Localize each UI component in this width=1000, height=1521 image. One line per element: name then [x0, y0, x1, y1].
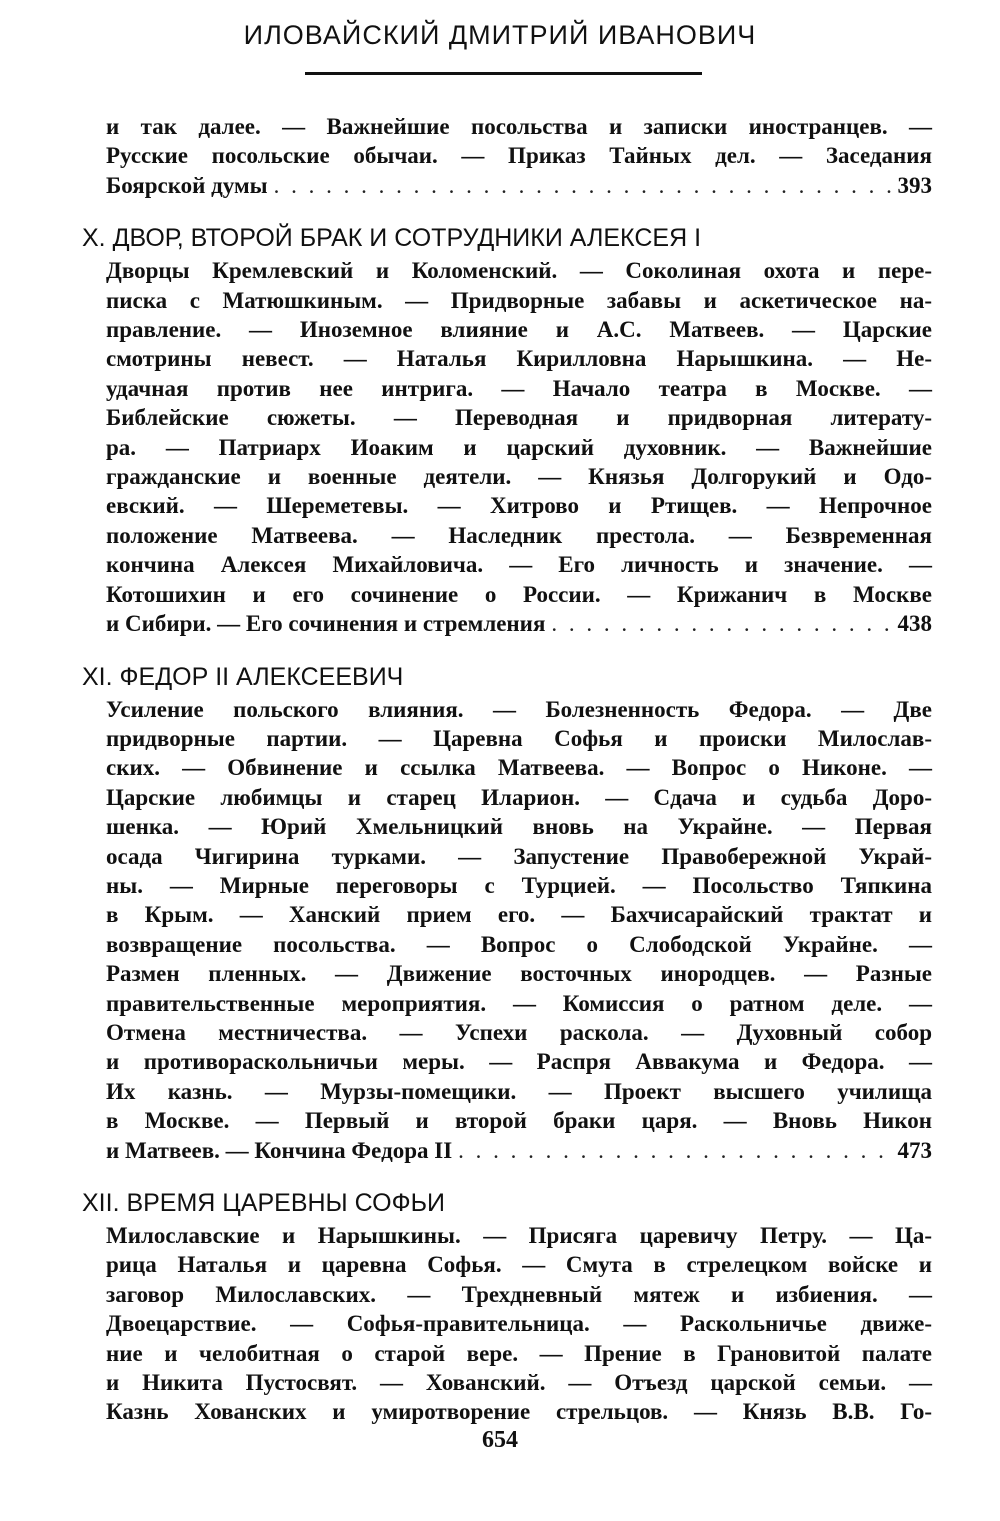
toc-entry — [82, 112, 932, 200]
summary-line: осада Чигирина турками. — Запустение Правобережной Украй- — [106, 843, 932, 869]
summary-line: заговор Милославских. — Трехдневный мятеж и избиения. — — [106, 1281, 932, 1307]
dot-leader — [458, 1136, 891, 1165]
summary-line: возвращение посольства. — Вопрос о Слободской Украйне. — — [106, 931, 932, 957]
summary-line: правление. — Иноземное влияние и А.С. Матвеев. — Царские — [106, 317, 932, 343]
summary-line: и Сибири. — Его сочинения и стремления — [106, 611, 546, 637]
summary-line: Их казнь. — Мурзы-помещики. — Проект высшего училища — [106, 1078, 932, 1104]
header-rule — [305, 72, 702, 75]
chapter-summary — [82, 695, 932, 1166]
table-of-contents — [82, 112, 932, 1449]
summary-line: ра. — Патриарх Иоаким и царский духовник. — Важнейшие — [106, 434, 932, 460]
page-reference[interactable]: 473 — [897, 1137, 932, 1163]
summary-line: Двоецарствие. — Софья-правительница. — Раскольничье движе- — [106, 1311, 932, 1337]
summary-line: Котошихин и его сочинение о России. — Крижанич в Москве — [106, 581, 932, 607]
summary-line: кончина Алексея Михайловича. — Его личность и значение. — — [106, 552, 932, 578]
summary-line: Дворцы Кремлевский и Коломенский. — Соколиная охота и пере- — [106, 258, 932, 284]
dot-leader — [551, 609, 891, 638]
summary-line: шенка. — Юрий Хмельницкий вновь на Украйне. — Первая — [106, 814, 932, 840]
summary-line: придворные партии. — Царевна Софья и происки Милослав- — [106, 725, 932, 751]
summary-line: и так далее. — Важнейшие посольства и записки иностранцев. — — [106, 114, 932, 139]
toc-entry — [82, 661, 932, 1166]
summary-line: Отмена местничества. — Успехи раскола. — Духовный собор — [106, 1019, 932, 1045]
chapter-summary — [82, 256, 932, 638]
summary-line: гражданские и военные деятели. — Князья Долгорукий и Одо- — [106, 464, 932, 490]
page-reference[interactable]: 393 — [897, 172, 932, 198]
summary-line: и Никита Пустосвят. — Хованский. — Отъезд царской семьи. — — [106, 1370, 932, 1396]
summary-line: Русские посольские обычаи. — Приказ Тайных дел. — Заседания — [106, 143, 932, 169]
chapter-title: X. ДВОР, ВТОРОЙ БРАК И СОТРУДНИКИ АЛЕКСЕЯ I — [82, 224, 702, 253]
chapter-summary — [82, 112, 932, 200]
summary-last-line — [106, 171, 932, 200]
dot-leader — [274, 171, 892, 200]
summary-line: в Крым. — Ханский прием его. — Бахчисарайский трактат и — [106, 902, 932, 928]
summary-line: евский. — Шереметевы. — Хитрово и Ртищев. — Непрочное — [106, 493, 932, 519]
summary-line: в Москве. — Первый и второй браки царя. — Вновь Никон — [106, 1108, 932, 1134]
summary-line: Милославские и Нарышкины. — Присяга царевичу Петру. — Ца- — [106, 1223, 932, 1248]
summary-line: ние и челобитная о старой вере. — Прение в Грановитой палате — [106, 1340, 932, 1366]
summary-line: Боярской думы — [106, 172, 268, 198]
chapter-summary — [82, 1221, 932, 1427]
summary-line: и противораскольничьи меры. — Распря Аввакума и Федора. — — [106, 1049, 932, 1075]
summary-line: ских. — Обвинение и ссылка Матвеева. — Вопрос о Никоне. — — [106, 755, 932, 781]
summary-line: рица Наталья и царевна Софья. — Смута в стрелецком войске и — [106, 1252, 932, 1278]
summary-line: ны. — Мирные переговоры с Турцией. — Посольство Тяпкина — [106, 872, 932, 898]
toc-entry — [82, 1187, 932, 1427]
summary-line: удачная против нее интрига. — Начало театра в Москве. — — [106, 375, 932, 401]
chapter-title: XI. ФЕДОР II АЛЕКСЕЕВИЧ — [82, 662, 404, 691]
page-number: 654 — [482, 1427, 518, 1453]
summary-line: и Матвеев. — Кончина Федора II — [106, 1137, 453, 1163]
summary-line: смотрины невест. — Наталья Кирилловна Нарышкина. — Не- — [106, 346, 932, 372]
summary-line: Усиление польского влияния. — Болезненность Федора. — Две — [106, 696, 932, 722]
toc-entry — [82, 222, 932, 638]
summary-line: писка с Матюшкиным. — Придворные забавы и аскетическое на- — [106, 287, 932, 313]
running-head: ИЛОВАЙСКИЙ ДМИТРИЙ ИВАНОВИЧ — [243, 20, 757, 50]
summary-line: Царские любимцы и старец Иларион. — Сдача и судьба Доро- — [106, 784, 932, 810]
summary-line: Библейские сюжеты. — Переводная и придворная литерату- — [106, 405, 932, 431]
chapter-title: XII. ВРЕМЯ ЦАРЕВНЫ СОФЬИ — [82, 1189, 445, 1217]
summary-last-line — [106, 609, 932, 638]
summary-last-line — [106, 1136, 932, 1165]
summary-line: Размен пленных. — Движение восточных инородцев. — Разные — [106, 961, 932, 987]
summary-line: положение Матвеева. — Наследник престола. — Безвременная — [106, 522, 932, 548]
page-reference[interactable]: 438 — [897, 611, 932, 637]
summary-line: правительственные мероприятия. — Комиссия о ратном деле. — — [106, 990, 932, 1016]
summary-line: Казнь Хованских и умиротворение стрельцов. — Князь В.В. Го- — [106, 1399, 932, 1425]
